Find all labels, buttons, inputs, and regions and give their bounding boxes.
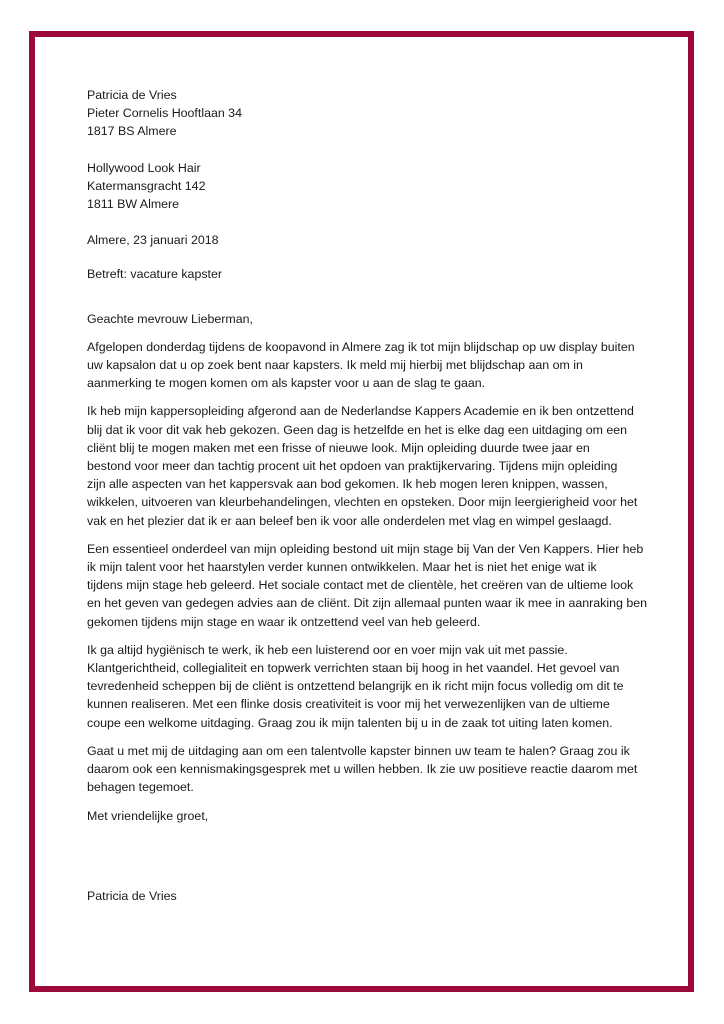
letter-signature [87,887,672,905]
paragraph-line: wikkelen, uitvoeren van kleurbehandelingen, vlechten en opsteken. Door mijn leergierigheid voor het [87,495,638,510]
body-paragraph [87,338,672,393]
salutation-text: Geachte mevrouw Lieberman, [87,311,253,326]
closing-text: Met vriendelijke groet, [87,808,209,823]
paragraph-line: aanmerking te mogen komen om als kapster voor u aan de slag te gaan. [87,376,486,391]
paragraph-line: ik mijn talent voor het haarstylen verder kunnen ontwikkelen. Maar het is niet het enige wat ik [87,560,597,575]
paragraph-line: behagen tegemoet. [87,780,194,795]
paragraph-line: cliënt blij te mogen maken met een frisse of nieuwe look. Mijn opleiding duurde twee jaar en [87,440,590,455]
paragraph-line: uw kapsalon dat u op zoek bent naar kapsters. Ik meld mij hierbij met blijdschap aan om in [87,358,583,373]
paragraph-line: Ik heb mijn kappersopleiding afgerond aan de Nederlandse Kappers Academie en ik ben ontzettend [87,404,634,419]
paragraph-line: gekomen tijdens mijn stage en waar ik ontzettend veel van heb geleerd. [87,614,481,629]
paragraph-line: Ik ga altijd hygiënisch te werk, ik heb een luisterend oor en voer mijn vak uit met passie. [87,642,568,657]
letter-paragraphs [87,338,672,797]
letter-closing [87,807,672,825]
recipient-city: 1811 BW Almere [87,197,180,212]
letter-subject [87,265,672,283]
sender-city: 1817 BS Almere [87,124,177,139]
sender-address [87,86,672,141]
paragraph-line: Afgelopen donderdag tijdens de koopavond in Almere zag ik tot mijn blijdschap op uw display buiten [87,339,635,354]
recipient-address [87,159,672,214]
body-paragraph [87,641,672,732]
recipient-street: Katermansgracht 142 [87,178,206,193]
recipient-name: Hollywood Look Hair [87,160,201,175]
paragraph-line: kunnen realiseren. Met een flinke dosis creativiteit is voor mij het verwezenlijken van de ultieme [87,697,610,712]
signature-name: Patricia de Vries [87,888,177,903]
letter-date [87,231,672,249]
letter-salutation [87,310,672,328]
paragraph-line: daarom ook een kennismakingsgesprek met u willen hebben. Ik zie uw positieve reactie daarom met [87,762,638,777]
paragraph-line: vak en het plezier dat ik er aan beleef ben ik voor alle onderdelen met vlag en wimpel geslaagd. [87,513,612,528]
body-paragraph [87,540,672,631]
subject-text: Betreft: vacature kapster [87,267,222,282]
paragraph-line: coupe een welkome uitdaging. Graag zou ik mijn talenten bij u in de zaak tot uiting laten komen. [87,715,613,730]
letter-body [87,86,672,905]
paragraph-line: tijdens mijn stage heb geleerd. Het sociale contact met de clientèle, het creëren van de ultieme look [87,578,634,593]
paragraph-line: tevredenheid scheppen bij de cliënt is ontzettend belangrijk en ik richt mijn focus volledig om dit te [87,679,624,694]
sender-street: Pieter Cornelis Hooftlaan 34 [87,106,242,121]
date-text: Almere, 23 januari 2018 [87,233,219,248]
paragraph-line: bestond voor meer dan tachtig procent uit het opdoen van praktijkervaring. Tijdens mijn opleiding [87,459,618,474]
paragraph-line: en het geven van gedegen advies aan de cliënt. Dit zijn allemaal punten waar ik mee in aanraking ben [87,596,648,611]
paragraph-line: blij dat ik voor dit vak heb gekozen. Geen dag is hetzelfde en het is elke dag een uitdaging om een [87,422,628,437]
body-paragraph [87,742,672,797]
paragraph-line: Klantgerichtheid, collegialiteit en topwerk verrichten staan bij hoog in het vaandel. Het gevoel van [87,661,620,676]
paragraph-line: Gaat u met mij de uitdaging aan om een talentvolle kapster binnen uw team te halen? Graag zou ik [87,743,630,758]
paragraph-line: Een essentieel onderdeel van mijn opleiding bestond uit mijn stage bij Van der Ven Kappers. Hier heb [87,541,644,556]
sender-name: Patricia de Vries [87,88,177,102]
paragraph-line: zijn alle aspecten van het kappersvak aan bod gekomen. Ik heb mogen leren knippen, wassen, [87,477,608,492]
body-paragraph [87,402,672,529]
